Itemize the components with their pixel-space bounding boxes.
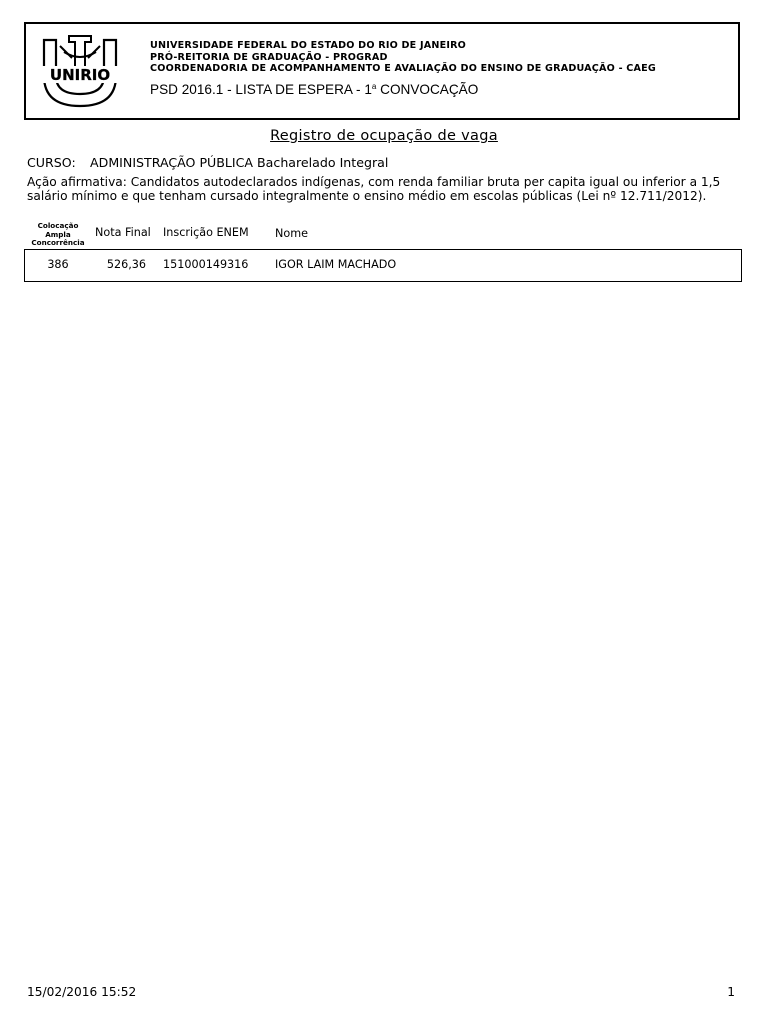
column-header-enem: Inscrição ENEM — [163, 226, 249, 239]
logo-text: UNIRIO — [49, 66, 111, 84]
course-line — [27, 155, 388, 170]
document-title-ordinal: a — [371, 82, 377, 91]
course-label: CURSO: — [27, 155, 76, 170]
page-number: 1 — [727, 985, 735, 999]
column-header-rank: Colocação Ampla Concorrência — [31, 221, 85, 248]
row-grade: 526,36 — [106, 258, 146, 271]
document-header — [24, 22, 740, 120]
coordination-name: COORDENADORIA DE ACOMPANHAMENTO E AVALIAÇÃO DO ENSINO DE GRADUAÇÃO - CAEG — [150, 63, 656, 74]
unirio-logo — [38, 32, 122, 112]
column-header-name: Nome — [275, 227, 308, 240]
row-rank: 386 — [47, 258, 69, 271]
column-header-grade: Nota Final — [95, 226, 151, 239]
section-title: Registro de ocupação de vaga — [270, 128, 498, 144]
affirmative-action-text: Ação afirmativa: Candidatos autodeclarados indígenas, com renda familiar bruta per capita igual ou inferior a 1,5 salário mínimo e que tenham cursado integralmente o ensino médio em escolas públicas (Lei nº 12.711/2012). — [27, 175, 721, 203]
document-title — [150, 82, 478, 97]
pro-rectorate-name: PRÓ-REITORIA DE GRADUAÇÃO - PROGRAD — [150, 51, 388, 63]
document-title-main: PSD 2016.1 - LISTA DE ESPERA - 1 — [150, 82, 372, 97]
university-name: UNIVERSIDADE FEDERAL DO ESTADO DO RIO DE JANEIRO — [150, 40, 467, 51]
footer-datetime: 15/02/2016 15:52 — [27, 985, 137, 999]
row-name: IGOR LAIM MACHADO — [275, 258, 397, 271]
institution-block — [150, 40, 656, 75]
row-enem: 151000149316 — [163, 258, 249, 271]
course-value: ADMINISTRAÇÃO PÚBLICA Bacharelado Integral — [90, 155, 389, 170]
document-title-tail: CONVOCAÇÃO — [376, 82, 479, 97]
